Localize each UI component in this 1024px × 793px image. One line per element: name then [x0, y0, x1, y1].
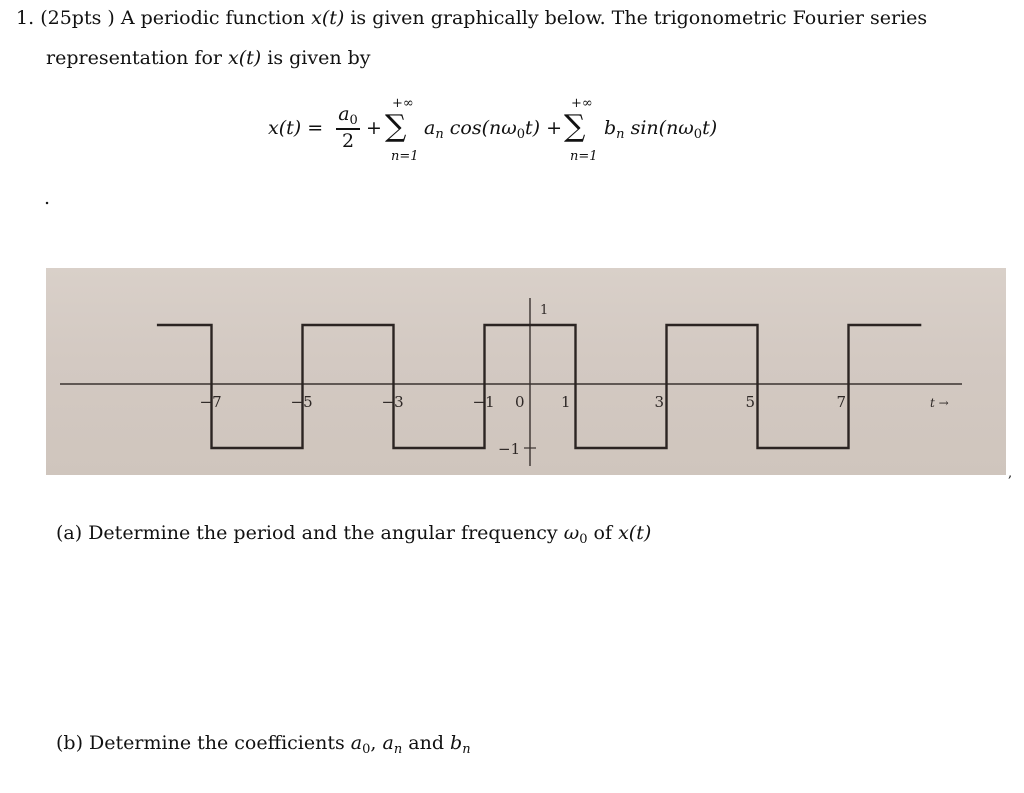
sum1-lower-limit: n=1 [391, 149, 419, 164]
a0-numerator: $a_0$ [338, 103, 358, 128]
x-tick-label: −5 [290, 393, 313, 411]
a0-denominator: 2 [341, 130, 355, 152]
problem-number: 1. [16, 7, 35, 29]
sine-term: $b_n$ $\sin(n\omega_0t)$ [604, 117, 718, 142]
coef-an: a [382, 732, 394, 754]
summation-icon: ∑ [385, 109, 407, 144]
stray-comma: , [1008, 466, 1013, 481]
x-tick-label: 1 [561, 393, 571, 411]
x-tick-label: 0 [515, 393, 525, 411]
x-tick-label: −3 [381, 393, 404, 411]
x-tick-label: 3 [654, 393, 665, 411]
square-wave-graph [46, 268, 1006, 475]
summation-icon: ∑ [564, 109, 586, 144]
x-tick-labels [200, 393, 847, 411]
part-a: (a) Determine the period and the angular frequency $\omega_0$ of x(t) [56, 522, 652, 547]
part-a-text: Determine the period and the angular frequency [88, 522, 558, 544]
function-symbol-2: x(t) [228, 47, 262, 69]
problem-points: (25pts ) [40, 7, 115, 29]
formula-lhs: x(t) = [268, 117, 324, 139]
y-label-1: 1 [540, 303, 549, 318]
sum2-lower-limit: n=1 [570, 149, 598, 164]
problem-text-2-rest: is given by [267, 47, 371, 69]
problem-text: A periodic function [120, 7, 306, 29]
x-tick-label: 5 [745, 393, 756, 411]
part-b-and: and [408, 732, 444, 754]
x-tick-label: 7 [836, 393, 847, 411]
x-tick-label: −1 [472, 393, 495, 411]
part-a-of: of [593, 522, 613, 544]
problem-statement-line2 [46, 46, 371, 70]
omega-symbol: ω [563, 522, 580, 544]
coef-a0: a [350, 732, 363, 754]
sum1-upper-limit: +∞ [392, 96, 414, 111]
problem-statement-line1 [16, 6, 927, 30]
problem-text-rest: is given graphically below. The trigonometric Fourier series [350, 7, 928, 29]
t-axis-label: t → [930, 396, 949, 410]
y-label-minus-1: −1 [498, 440, 521, 458]
sum2-upper-limit: +∞ [571, 96, 593, 111]
square-wave-photo [46, 268, 1006, 475]
part-a-function: x(t) [618, 522, 652, 544]
stray-dot: . [44, 187, 51, 209]
problem-text-2: representation for [46, 47, 222, 69]
cosine-term: $a_n$ $\cos(n\omega_0t)$ + [424, 117, 563, 142]
function-symbol: x(t) [311, 7, 345, 29]
part-b-text: Determine the coefficients [89, 732, 345, 754]
part-b: (b) Determine the coefficients $a_0$, $a_n$ and $b_n$ [56, 732, 471, 757]
part-b-label: (b) [56, 732, 83, 754]
square-wave-signal [157, 325, 921, 448]
x-tick-label: −7 [199, 393, 222, 411]
plus-sign: + [366, 117, 382, 139]
part-a-label: (a) [56, 522, 83, 544]
coef-bn: b [450, 732, 463, 754]
